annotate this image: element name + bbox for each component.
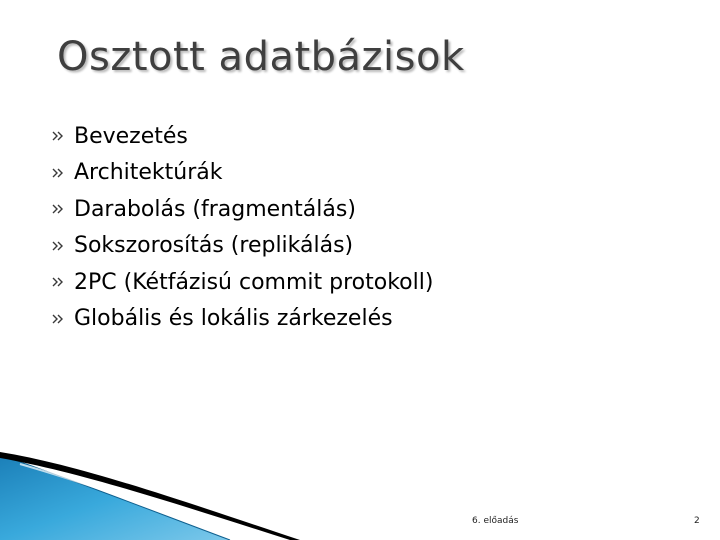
double-chevron-icon bbox=[52, 277, 74, 287]
bullet-item bbox=[52, 301, 433, 338]
bullet-text: Architektúrák bbox=[74, 160, 223, 186]
double-chevron-icon bbox=[52, 314, 74, 324]
double-chevron-icon bbox=[52, 241, 74, 251]
bullet-text: Sokszorosítás (replikálás) bbox=[74, 233, 354, 259]
bullet-text: 2PC (Kétfázisú commit protokoll) bbox=[74, 269, 434, 295]
bullet-list bbox=[52, 118, 433, 337]
bullet-item bbox=[52, 155, 433, 192]
double-chevron-icon bbox=[52, 168, 74, 178]
bullet-item bbox=[52, 228, 433, 265]
bullet-text: Bevezetés bbox=[74, 123, 188, 149]
bullet-item bbox=[52, 191, 433, 228]
bullet-text: Globális és lokális zárkezelés bbox=[74, 306, 393, 332]
slide-title: Osztott adatbázisok bbox=[57, 34, 465, 80]
footer-lecture: 6. előadás bbox=[472, 516, 519, 526]
double-chevron-icon bbox=[52, 131, 74, 141]
bullet-item bbox=[52, 118, 433, 155]
bullet-item bbox=[52, 264, 433, 301]
double-chevron-icon bbox=[52, 204, 74, 214]
bullet-text: Darabolás (fragmentálás) bbox=[74, 196, 356, 222]
corner-swoosh-decoration bbox=[0, 450, 300, 540]
slide-number: 2 bbox=[694, 516, 700, 526]
